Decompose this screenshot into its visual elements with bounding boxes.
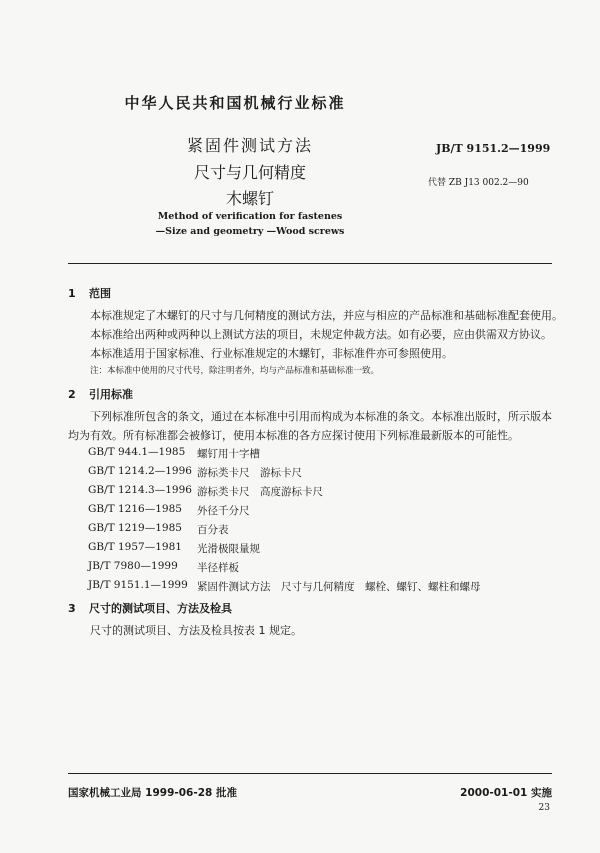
paragraph: 均为有效。所有标准都会被修订，使用本标准的各方应探讨使用下列标准最新版本的可能性。 xyxy=(68,429,519,442)
section-number: 1 xyxy=(68,287,76,300)
reference-title: 半径样板 xyxy=(197,562,239,574)
reference-code: GB/T 1219—1985 xyxy=(88,522,182,534)
title-cn-line-2: 尺寸与几何精度 xyxy=(193,163,306,182)
standard-code: JB/T 9151.2—1999 xyxy=(436,142,551,155)
section-1-heading xyxy=(68,285,111,301)
replaces-standard: 代替 ZB J13 002.2—90 xyxy=(428,178,529,188)
reference-title: 紧固件测试方法 尺寸与几何精度 螺栓、螺钉、螺柱和螺母 xyxy=(197,581,481,593)
reference-code: JB/T 9151.1—1999 xyxy=(88,579,188,591)
reference-code: GB/T 944.1—1985 xyxy=(88,446,186,458)
paragraph: 尺寸的测试项目、方法及检具按表 1 规定。 xyxy=(90,624,302,637)
footer-divider xyxy=(68,773,552,774)
approval-line: 国家机械工业局 1999-06-28 批准 xyxy=(68,787,237,799)
reference-title: 游标类卡尺 游标卡尺 xyxy=(197,467,302,479)
paragraph: 本标准给出两种或两种以上测试方法的项目，未规定仲裁方法。如有必要，应由供需双方协议。 xyxy=(90,328,552,341)
section-number: 2 xyxy=(68,388,76,401)
implementation-line: 2000-01-01 实施 xyxy=(460,787,552,799)
reference-title: 游标类卡尺 高度游标卡尺 xyxy=(197,486,323,498)
section-note: 注：本标准中使用的尺寸代号，除注明者外，均与产品标准和基础标准一致。 xyxy=(90,366,380,376)
issuing-authority: 中华人民共和国机械行业标准 xyxy=(124,94,346,112)
reference-title: 百分表 xyxy=(197,524,229,536)
reference-title: 外径千分尺 xyxy=(197,505,250,517)
reference-title: 光滑极限量规 xyxy=(197,543,260,555)
section-3-heading xyxy=(68,600,232,616)
paragraph: 本标准适用于国家标准、行业标准规定的木螺钉，非标准件亦可参照使用。 xyxy=(90,347,453,360)
reference-title: 螺钉用十字槽 xyxy=(197,448,260,460)
reference-code: JB/T 7980—1999 xyxy=(88,560,178,572)
paragraph: 下列标准所包含的条文，通过在本标准中引用而构成为本标准的条文。本标准出版时，所示版本 xyxy=(90,410,552,423)
section-2-heading xyxy=(68,386,133,402)
reference-code: GB/T 1957—1981 xyxy=(88,541,182,553)
section-title: 范围 xyxy=(89,287,111,300)
reference-code: GB/T 1214.2—1996 xyxy=(88,465,192,477)
reference-code: GB/T 1216—1985 xyxy=(88,503,182,515)
paragraph: 本标准规定了木螺钉的尺寸与几何精度的测试方法，并应与相应的产品标准和基础标准配套使用。 xyxy=(90,309,563,322)
section-title: 尺寸的测试项目、方法及检具 xyxy=(89,602,232,615)
title-en-line-1: Method of verification for fastenes xyxy=(157,211,343,222)
title-cn-line-1: 紧固件测试方法 xyxy=(186,136,313,155)
title-cn-line-3: 木螺钉 xyxy=(225,189,274,208)
title-en-line-2: —Size and geometry —Wood screws xyxy=(155,226,345,237)
reference-code: GB/T 1214.3—1996 xyxy=(88,484,192,496)
header-divider xyxy=(68,263,552,264)
page-number: 23 xyxy=(538,803,550,813)
section-number: 3 xyxy=(68,602,76,615)
section-title: 引用标准 xyxy=(89,388,133,401)
